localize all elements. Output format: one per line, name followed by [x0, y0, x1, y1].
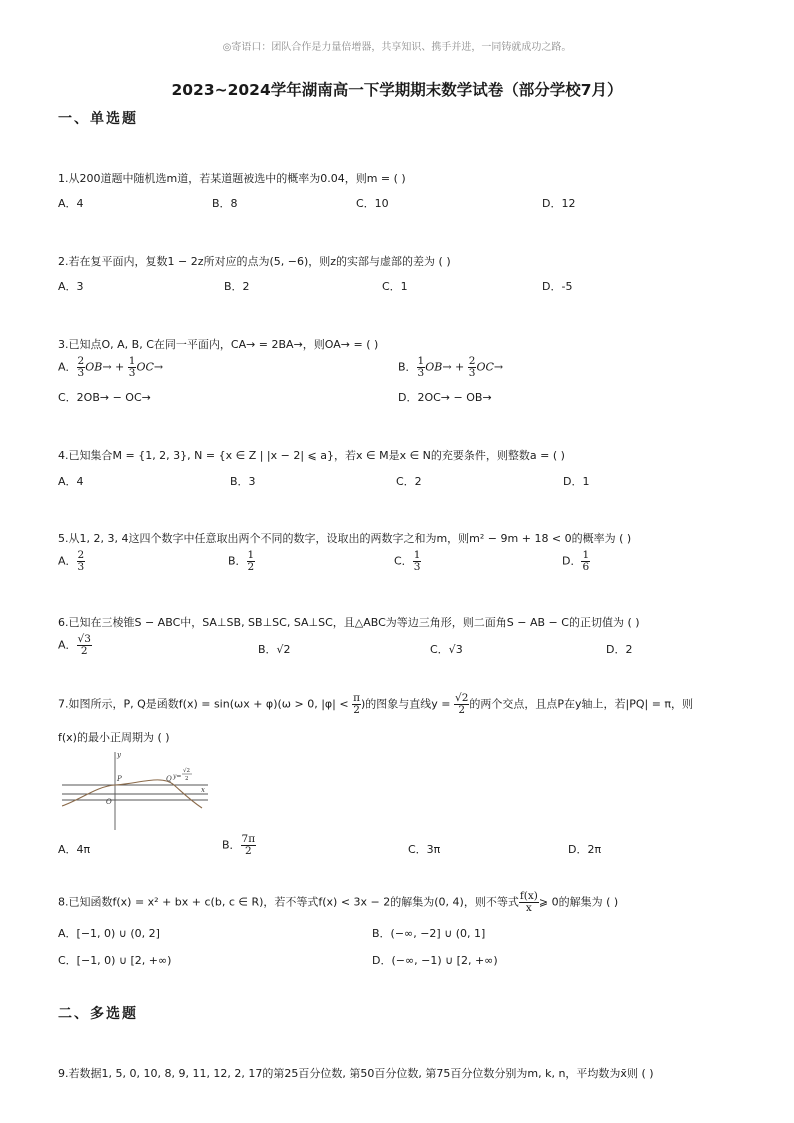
q3-option-a[interactable]	[58, 356, 163, 379]
q8-option-c[interactable]: C．[−1, 0) ∪ [2, +∞)	[58, 954, 172, 967]
q6-stem: 6.已知在三棱锥S − ABC中，SA⊥SB, SB⊥SC, SA⊥SC，且△ABC为等边三角形，则二面角S − AB − C的正切值为 ( )	[58, 616, 640, 629]
q4-option-a[interactable]: A．4	[58, 475, 84, 488]
q1-stem: 1.从200道题中随机选m道，若某道题被选中的概率为0.04，则m = ( )	[58, 172, 406, 185]
q2-option-c[interactable]: C．1	[382, 280, 408, 293]
q5-option-c[interactable]	[394, 550, 421, 573]
q2-option-d[interactable]: D．-5	[542, 280, 573, 293]
q6-option-b[interactable]: B．√2	[258, 643, 291, 656]
q5-stem: 5.从1, 2, 3, 4这四个数字中任意取出两个不同的数字，设取出的两数字之和为m，则m² − 9m + 18 < 0的概率为 ( )	[58, 532, 632, 545]
graph-x-label: x	[201, 786, 205, 794]
q4-option-c[interactable]: C．2	[396, 475, 422, 488]
q8-option-d[interactable]: D．(−∞, −1) ∪ [2, +∞)	[372, 954, 498, 967]
q5-b-label: B．	[228, 554, 247, 568]
q8-option-b[interactable]: B．(−∞, −2] ∪ (0, 1]	[372, 927, 486, 940]
q8-stem	[58, 891, 618, 914]
q6-a-frac: $\frac{√3}{2}$	[77, 633, 91, 658]
q5-a-label: A．	[58, 554, 77, 568]
q3-option-b[interactable]	[398, 356, 503, 379]
q5-d-frac: $\frac{1}{6}$	[582, 549, 590, 574]
q8-frac: $\frac{f(x)}{x}$	[519, 890, 538, 915]
q8-stem-pre: 8.已知函数f(x) = x² + bx + c(b, c ∈ R)，若不等式f(x) < 3x − 2的解集为(0, 4)，则不等式	[58, 895, 519, 909]
q3-option-c[interactable]: C．2OB→ − OC→	[58, 391, 151, 404]
graph-origin-label: O	[106, 798, 112, 806]
q7-stem-mid: )的图象与直线y =	[360, 697, 454, 711]
header-motto: ◎寄语口：团队合作是力量倍增器，共享知识、携手并进，一同铸就成功之路。	[222, 42, 572, 53]
q3-a-end: OC→	[136, 360, 164, 374]
q2-option-a[interactable]: A．3	[58, 280, 84, 293]
q5-c-frac: $\frac{1}{3}$	[413, 549, 421, 574]
q5-option-b[interactable]	[228, 550, 255, 573]
q7-option-c[interactable]: C．3π	[408, 843, 441, 856]
q7-option-d[interactable]: D．2π	[568, 843, 602, 856]
q5-a-frac: $\frac{2}{3}$	[77, 549, 85, 574]
q7-option-a[interactable]: A．4π	[58, 843, 91, 856]
q3-stem: 3.已知点O, A, B, C在同一平面内，CA→ = 2BA→，则OA→ = ( )	[58, 338, 379, 351]
graph-point-p: P	[117, 775, 122, 783]
q3-option-d[interactable]: D．2OC→ − OB→	[398, 391, 492, 404]
q7-stem-pre: 7.如图所示，P, Q是函数f(x) = sin(ωx + φ)(ω > 0, |φ| <	[58, 697, 353, 711]
q3-a-frac1: $\frac{2}{3}$	[77, 355, 85, 380]
q1-option-a[interactable]: A．4	[58, 197, 84, 210]
q1-option-d[interactable]: D．12	[542, 197, 576, 210]
q4-option-b[interactable]: B．3	[230, 475, 256, 488]
section-multi-choice: 二、多选题	[58, 1006, 138, 1022]
q9-stem: 9.若数据1, 5, 0, 10, 8, 9, 11, 12, 2, 17的第25百分位数, 第50百分位数, 第75百分位数分别为m, k, n，平均数为x̄则 ( )	[58, 1067, 654, 1080]
q1-option-b[interactable]: B．8	[212, 197, 238, 210]
q3-a-frac2: $\frac{1}{3}$	[128, 355, 136, 380]
q7-b-label: B．	[222, 838, 241, 852]
q7-pi-frac: $\frac{\pi}{2}$	[353, 692, 360, 717]
q5-option-a[interactable]	[58, 550, 85, 573]
graph-point-q: Q	[166, 775, 172, 783]
q7-stem-post: 的两个交点，且点P在y轴上，若|PQ| = π，则	[469, 697, 694, 711]
q2-option-b[interactable]: B．2	[224, 280, 250, 293]
q3-b-mid: OB→ +	[425, 360, 468, 374]
q3-a-label: A．	[58, 360, 77, 374]
q4-stem: 4.已知集合M = {1, 2, 3}, N = {x ∈ Z | |x − 2| ⩽ a}，若x ∈ M是x ∈ N的充要条件，则整数a = ( )	[58, 449, 565, 462]
q3-b-frac1: $\frac{1}{3}$	[417, 355, 425, 380]
q6-option-a[interactable]	[58, 634, 92, 657]
q8-option-a[interactable]: A．[−1, 0) ∪ (0, 2]	[58, 927, 160, 940]
q6-option-d[interactable]: D．2	[606, 643, 633, 656]
q1-option-c[interactable]: C．10	[356, 197, 389, 210]
graph-yeq-label: y=	[173, 773, 182, 780]
q3-a-mid: OB→ +	[85, 360, 128, 374]
q8-stem-post: ⩾ 0的解集为 ( )	[538, 895, 619, 909]
q6-option-c[interactable]: C．√3	[430, 643, 463, 656]
q5-option-d[interactable]	[562, 550, 590, 573]
q3-b-label: B．	[398, 360, 417, 374]
q6-a-label: A．	[58, 638, 77, 652]
q7-sqrt-frac: $\frac{√2}{2}$	[455, 692, 469, 717]
q5-c-label: C．	[394, 554, 413, 568]
q7-sine-graph	[62, 748, 212, 834]
q5-d-label: D．	[562, 554, 582, 568]
section-single-choice: 一、单选题	[58, 111, 138, 127]
paper-title: 2023~2024学年湖南高一下学期期末数学试卷（部分学校7月）	[171, 81, 623, 99]
q7-stem	[58, 693, 693, 716]
graph-y-label: y	[117, 751, 121, 759]
q3-b-end: OC→	[476, 360, 504, 374]
graph-two-label: 2	[185, 776, 189, 782]
q3-b-frac2: $\frac{2}{3}$	[468, 355, 476, 380]
q7-b-frac: $\frac{7\pi}{2}$	[241, 833, 256, 858]
q7-option-b[interactable]	[222, 834, 256, 857]
q7-stem-line2: f(x)的最小正周期为 ( )	[58, 731, 170, 744]
q5-b-frac: $\frac{1}{2}$	[247, 549, 255, 574]
graph-sqrt2-label: √2	[183, 768, 191, 774]
q2-stem: 2.若在复平面内，复数1 − 2z所对应的点为(5, −6)，则z的实部与虚部的差为 ( )	[58, 255, 451, 268]
q4-option-d[interactable]: D．1	[563, 475, 590, 488]
